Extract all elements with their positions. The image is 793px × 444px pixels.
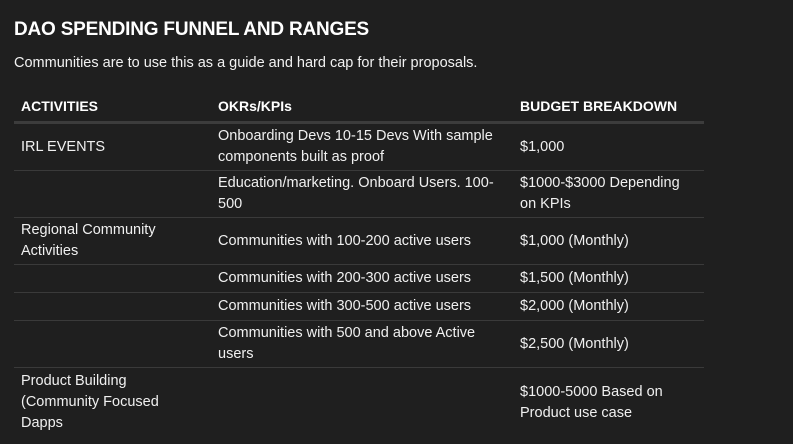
okr-cell <box>211 368 513 435</box>
okr-cell: Onboarding Devs 10-15 Devs With sample components built as proof <box>211 123 513 171</box>
okr-cell: Communities with 500 and above Active users <box>211 321 513 368</box>
budget-cell: $1,500 (Monthly) <box>513 265 704 293</box>
budget-cell: $1,000 <box>513 123 704 171</box>
activity-cell <box>14 293 211 321</box>
budget-cell: $2,000 (Monthly) <box>513 293 704 321</box>
activity-cell: IRL EVENTS <box>14 123 211 171</box>
okr-cell: Communities with 300-500 active users <box>211 293 513 321</box>
table-row <box>14 293 704 321</box>
page-title: DAO SPENDING FUNNEL AND RANGES <box>14 19 370 40</box>
table-header-row <box>14 92 704 123</box>
header-budget-breakdown: BUDGET BREAKDOWN <box>513 92 704 123</box>
table-row <box>14 321 704 368</box>
activity-cell: Product Building (Community Focused Dapps <box>21 373 159 431</box>
budget-cell: $2,500 (Monthly) <box>513 321 704 368</box>
header-okrs-kpis: OKRs/KPIs <box>211 92 513 123</box>
table-row <box>14 368 704 435</box>
activity-cell: Regional Community Activities <box>14 218 211 265</box>
header-activities: ACTIVITIES <box>14 92 211 123</box>
activity-cell <box>14 265 211 293</box>
budget-cell: $1000-$3000 Depending on KPIs <box>513 171 704 218</box>
activity-cell <box>14 171 211 218</box>
page-subtitle: Communities are to use this as a guide and hard cap for their proposals. <box>14 55 478 71</box>
table-row <box>14 123 704 171</box>
spending-table <box>14 92 704 434</box>
activity-cell <box>14 321 211 368</box>
budget-cell: $1000-5000 Based on Product use case <box>520 383 663 421</box>
okr-cell: Communities with 100-200 active users <box>211 218 513 265</box>
okr-cell: Education/marketing. Onboard Users. 100-500 <box>211 171 513 218</box>
budget-cell: $1,000 (Monthly) <box>513 218 704 265</box>
table-row <box>14 265 704 293</box>
okr-cell: Communities with 200-300 active users <box>211 265 513 293</box>
table-row <box>14 218 704 265</box>
table-row <box>14 171 704 218</box>
